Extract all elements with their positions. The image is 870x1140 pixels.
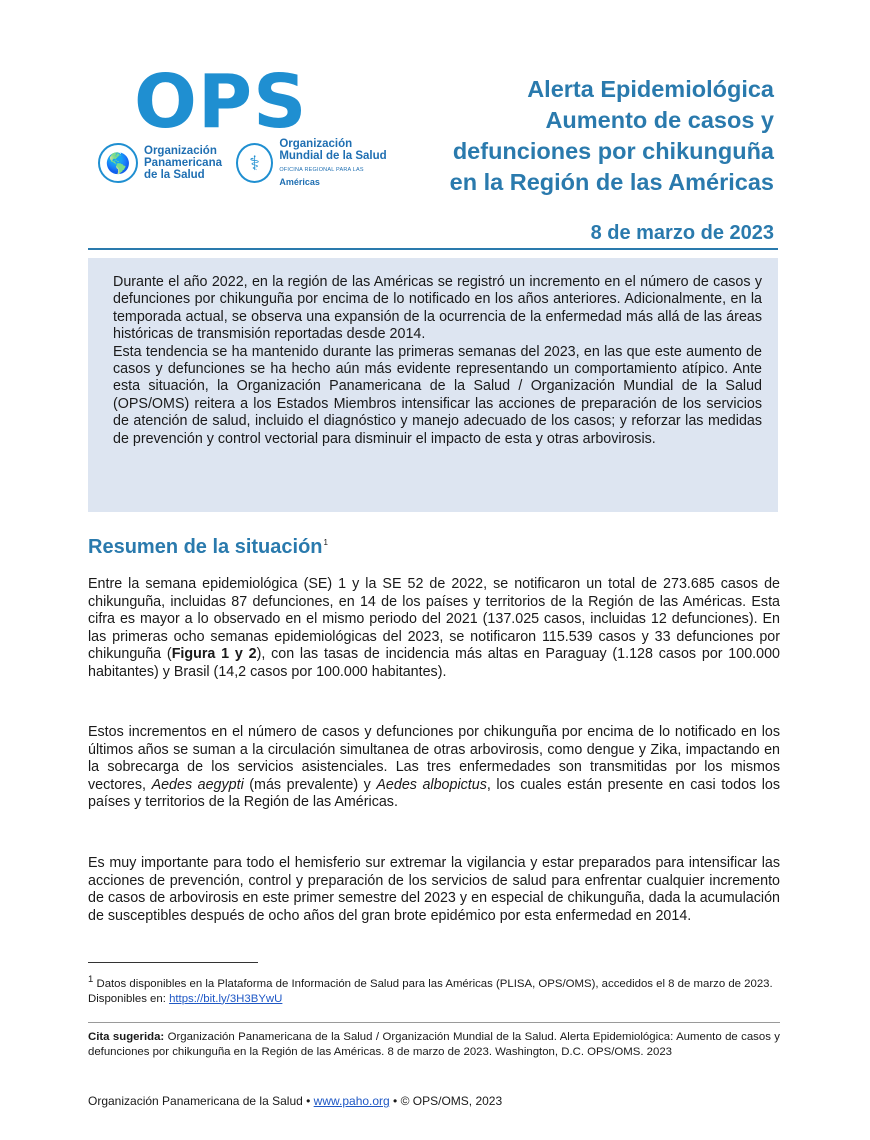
suggested-citation: Cita sugerida: Organización Panamericana de la Salud / Organización Mundial de la Salud. Alerta Epidemiológica: Aumento de casos y defunciones por chikunguña en la Región de las Américas. 8 de marzo de 2023. Washington, D.C. OPS/OMS. 2023: [88, 1031, 781, 1058]
situation-paragraph-3: Es muy importante para todo el hemisferio sur extremar la vigilancia y estar preparados para intensificar las acciones de prevención, control y preparación de los servicios de salud para enfrentar cualquier incremento de casos de arbovirosis en este primer semestre del 2023 y en especial de chikunguña, dada la acumulación de susceptibles después de ocho años del gran brote epidémico por esta enfermedad en 2014.: [88, 855, 780, 924]
who-emblem-icon: ⚕: [236, 143, 273, 183]
citation-label: Cita sugerida:: [88, 1031, 165, 1043]
paho-website-link[interactable]: www.paho.org: [313, 1094, 390, 1108]
paho-line-1: Organización: [144, 145, 217, 157]
paho-logo: [98, 140, 222, 186]
species-aegypti: Aedes aegypti: [151, 776, 244, 793]
ops-wordmark: OPS: [134, 59, 308, 145]
paho-emblem-icon: 🌎: [98, 143, 138, 183]
ops-logo: [98, 59, 398, 192]
document-title: [354, 74, 774, 198]
who-line-2: Mundial de la Salud: [279, 150, 387, 162]
situation-paragraph-1: Entre la semana epidemiológica (SE) 1 y la SE 52 de 2022, se notificaron un total de 273.685 casos de chikunguña, incluidas 87 defunciones, en 14 de los países y territorios de la Región de las Américas. Esta cifra es mayor a lo observado en el mismo periodo del 2021 (137.025 casos, incluidas 12 defunciones). En las primeras ocho semanas epidemiológicas del 2023, se notificaron 115.539 casos y 33 defunciones por chikunguña (Figura 1 y 2), con las tasas de incidencia más altas en Paraguay (1.128 casos por 100.000 habitantes) y Brasil (14,2 casos por 100.000 habitantes).: [88, 576, 780, 680]
section-title: Resumen de la situación$^1$: [88, 536, 328, 558]
title-line-2: Aumento de casos y: [545, 107, 774, 133]
footnote-link[interactable]: https://bit.ly/3H3BYwU: [169, 992, 283, 1005]
footnote-reference[interactable]: 1: [323, 538, 328, 548]
page-footer: Organización Panamericana de la Salud • www.paho.org • © OPS/OMS, 2023: [88, 1094, 503, 1108]
title-line-1: Alerta Epidemiológica: [527, 76, 774, 102]
citation-divider: [88, 1022, 780, 1023]
who-sub: OFICINA REGIONAL PARA LAS: [279, 167, 364, 173]
who-sub-americas: Américas: [279, 177, 320, 187]
figure-reference: Figura 1 y 2: [171, 646, 257, 663]
document-date: 8 de marzo de 2023: [590, 222, 774, 244]
summary-paragraph-1: Durante el año 2022, en la región de las Américas se registró un incremento en el número de casos y defunciones por chikunguña por encima de lo notificado en los años anteriores. Adicionalmente, en la temporada actual, se observa una expansión de la ocurrencia de la enfermedad más allá de las áreas históricas de transmisión reportadas desde 2014.: [113, 274, 762, 343]
footnote: $^1$ Datos disponibles en la Plataforma de Información de Salud para las Américas (PLISA, OPS/OMS), accedidos el 8 de marzo de 2023. Disponibles en: https://bit.ly/3H3BYwU: [88, 974, 773, 1005]
paho-line-2: Panamericana: [144, 157, 222, 169]
header-divider: [88, 248, 778, 250]
situation-paragraph-2: Estos incrementos en el número de casos y defunciones por chikunguña por encima de lo notificado en los últimos años se suman a la circulación simultanea de otras arbovirosis, como dengue y Zika, impactando en la sobrecarga de los servicios asistenciales. Las tres enfermedades son transmitidas por los mismos vectores, Aedes aegypti (más prevalente) y Aedes albopictus, los cuales están presente en casi todos los países y territorios de la Región de las Américas.: [88, 724, 780, 811]
title-line-3: defunciones por chikunguña: [452, 138, 774, 164]
summary-paragraph-2: Esta tendencia se ha mantenido durante las primeras semanas del 2023, en las que este aumento de casos y defunciones se ha hecho aún más evidente representando un comportamiento atípico. Ante esta situación, la Organización Panamericana de la Salud / Organización Mundial de la Salud (OPS/OMS) reitera a los Estados Miembros intensificar las acciones de preparación de los servicios de atención de salud, incluido el diagnóstico y manejo adecuado de los casos; y reforzar las medidas de prevención y control vectorial para disminuir el impacto de esta y otras arbovirosis.: [113, 343, 762, 447]
species-albopictus: Aedes albopictus: [376, 776, 487, 793]
paho-line-3: de la Salud: [144, 169, 205, 181]
who-line-1: Organización: [279, 138, 353, 150]
summary-box: [88, 258, 778, 512]
title-line-4: en la Región de las Américas: [449, 169, 774, 195]
footnote-divider: [88, 962, 258, 963]
